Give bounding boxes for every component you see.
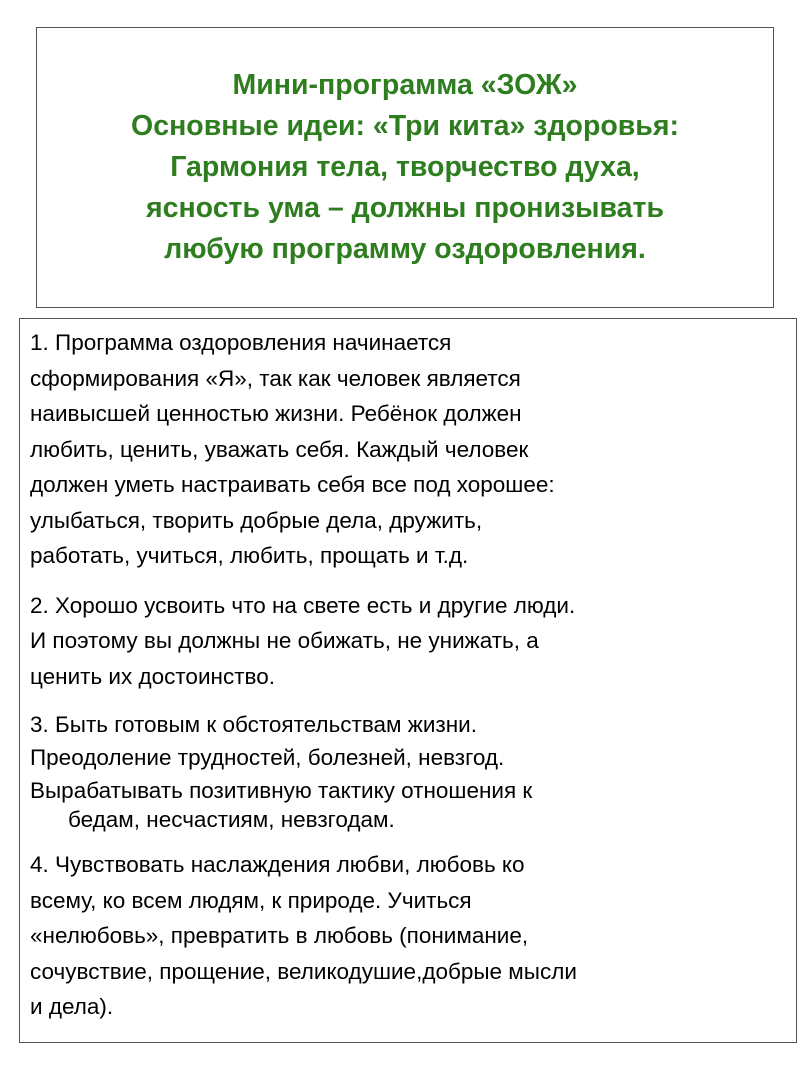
paragraph-3-line: бедам, несчастиям, невзгодам. xyxy=(68,807,395,832)
title-box xyxy=(36,27,774,308)
title-line-4: ясность ума – должны пронизывать xyxy=(145,192,664,224)
paragraph-4-line: и дела). xyxy=(30,994,114,1019)
title-line-2: Основные идеи: «Три кита» здоровья: xyxy=(131,110,679,142)
paragraph-3 xyxy=(30,708,796,833)
paragraph-4-line: сочувствие, прощение, великодушие,добрые мысли xyxy=(30,958,577,984)
title-line-1: Мини-программа «ЗОЖ» xyxy=(232,69,578,101)
paragraph-4-line: всему, ко всем людям, к природе. Учиться xyxy=(30,887,472,913)
paragraph-4-line: «нелюбовь», превратить в любовь (понимание, xyxy=(30,923,529,948)
title-line-5: любую программу оздоровления. xyxy=(164,233,646,265)
paragraph-2-line: И поэтому вы должны не обижать, не унижать, а xyxy=(30,628,539,653)
paragraph-2 xyxy=(30,588,796,695)
paragraph-1-line: улыбаться, творить добрые дела, дружить, xyxy=(30,507,483,533)
paragraph-3-line: Преодоление трудностей, болезней, невзгод. xyxy=(30,745,505,770)
paragraph-1-line: сформирования «Я», так как человек является xyxy=(30,365,521,391)
paragraph-1-line: должен уметь настраивать себя все под хорошее: xyxy=(30,472,555,497)
paragraph-2-line: 2. Хорошо усвоить что на свете есть и другие люди. xyxy=(30,592,576,618)
paragraph-1-line: работать, учиться, любить, прощать и т.д. xyxy=(30,543,469,568)
paragraph-1-line: любить, ценить, уважать себя. Каждый человек xyxy=(30,436,529,462)
paragraph-3-line: Вырабатывать позитивную тактику отношения к xyxy=(30,778,533,803)
paragraph-1 xyxy=(30,325,796,574)
paragraph-1-line: наивысшей ценностью жизни. Ребёнок должен xyxy=(30,401,522,426)
paragraph-4-line: 4. Чувствовать наслаждения любви, любовь ко xyxy=(30,852,525,877)
paragraph-3-line: 3. Быть готовым к обстоятельствам жизни. xyxy=(30,712,477,737)
paragraph-2-line: ценить их достоинство. xyxy=(30,663,275,689)
paragraph-1-line: 1. Программа оздоровления начинается xyxy=(30,330,452,355)
content-box xyxy=(19,318,797,1043)
title-line-3: Гармония тела, творчество духа, xyxy=(170,151,640,183)
paragraph-4 xyxy=(30,847,796,1025)
